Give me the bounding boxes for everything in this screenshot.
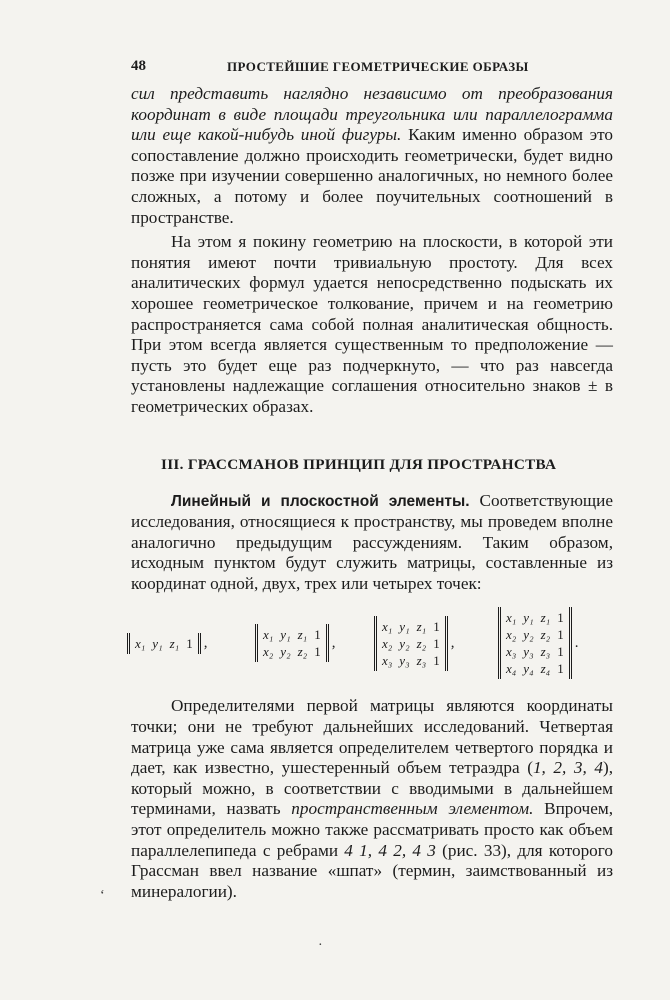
matrix-row [382,618,440,635]
matrix-cell: y₁ [280,627,291,643]
matrix-brackets [498,607,572,679]
matrix-row [506,609,564,626]
paragraph-2: На этом я покину геометрию на плоскости, в которой эти понятия имеют почти тривиальную простоту. Для всех аналитических формул удается непосредственно подыскать их хорошее геометрическое толкование, причем и на геометрию распространяется сама собой полная аналитическая общность. При этом всегда является существенным то предположение — пусть это будет еще раз подчеркнуто, — что раз навсегда установлены надлежащие соглашения относительно знаков ± в геометрических образах. [131,232,613,416]
matrix-cell: 1 [557,644,564,660]
matrix-cell: z₂ [416,635,427,651]
running-head: ПРОСТЕЙШИЕ ГЕОМЕТРИЧЕСКИЕ ОБРАЗЫ [227,59,529,74]
matrix-row [506,643,564,660]
page-number: 48 [131,58,146,74]
paragraph-1-text: Каким именно образом это сопоставление должно происходить геометрически, будет видно позже при изучении совершенно аналогичных, но немного более сложных, а потому и более поучительных соотношений в пространстве. [131,125,613,227]
matrix-cell: y₃ [399,652,410,668]
matrix-cell: 1 [186,635,193,651]
matrix-row [506,626,564,643]
matrix-cell: 1 [433,652,440,668]
matrix-cell: y₃ [523,644,534,660]
matrix-brackets [374,616,448,671]
matrix-cell: y₂ [399,635,410,651]
matrix-cell: x₃ [506,644,517,660]
paragraph-3-a: Определителями первой матрицы являются координаты точки; они не требуют дальнейших исследований. Четвертая матрица уже сама является определителем четвертого порядка и дает, как известно, ушестеренный объем тетраэдра ( [131,696,613,778]
matrix-body [377,616,445,671]
matrix-cell: x₄ [506,661,517,677]
matrix-cell: z₁ [169,635,180,651]
matrix-cell: y₄ [523,661,534,677]
matrix-row [506,660,564,677]
matrix-cell: x₁ [506,610,517,626]
book-page [131,58,613,902]
matrix-cell: 1 [557,627,564,643]
matrix-right-bar [445,616,448,671]
matrix-right-bar [326,624,329,662]
matrix-body [130,633,198,654]
matrix-cell: y₁ [523,610,534,626]
matrix-row [135,635,193,652]
matrix-row [263,643,321,660]
parallelepiped-edges: 4 1, 4 2, 4 3 [344,840,436,860]
matrix-cell: 1 [314,644,321,660]
section-intro-text: Соответствующие исследования, относящиеся к пространству, мы проведем вполне аналогично предыдущим рассуждениям. Таким образом, исходным пунктом будут служить матрицы, составленные из координат одной, двух, трех или четырех точек: [131,490,613,593]
paragraph-3-c: Впрочем, этот определитель можно также рассматривать просто как объем параллелепипеда с ребрами [131,799,613,860]
matrix-right-bar [569,607,572,679]
section-intro [131,491,613,595]
matrix-cell: 1 [433,635,440,651]
matrix-separator: , [331,634,336,651]
matrix-brackets [255,624,329,662]
ink-speck: · [318,938,323,953]
matrix-body [258,624,326,662]
matrix-cell: z₁ [540,610,551,626]
matrix-2 [255,602,335,684]
matrix-cell: x₂ [506,627,517,643]
matrix-cell: 1 [314,627,321,643]
paragraph-1-italic: сил представить наглядно независимо от преобразования координат в виде площади треугольника или параллелограмма или еще какой-нибудь иной фигуры. [131,84,613,145]
matrix-cell: y₂ [523,627,534,643]
matrix-right-bar [198,633,201,654]
matrix-cell: x₁ [135,635,146,651]
matrix-1 [127,602,207,684]
matrices-row [131,602,613,684]
matrix-cell: 1 [433,618,440,634]
section-title: III. ГРАССМАНОВ ПРИНЦИП ДЛЯ ПРОСТРАНСТВА [161,455,557,473]
matrix-cell: x₂ [263,644,274,660]
matrix-row [263,626,321,643]
matrix-cell: 1 [557,610,564,626]
matrix-cell: z₂ [540,627,551,643]
paragraph-3 [131,696,613,902]
paragraph-3-d: (рис. 33), для которого Грассман ввел название «шпат» (термин, заимствованный из минералогии). [131,840,613,901]
matrix-cell: x₁ [382,618,393,634]
term-space-element: пространственным элементом. [291,799,534,819]
matrix-cell: z₁ [297,627,308,643]
matrix-cell: y₁ [399,618,410,634]
matrix-cell: 1 [557,661,564,677]
matrix-cell: z₄ [540,661,551,677]
matrix-cell: x₃ [382,652,393,668]
matrix-4 [498,602,578,684]
margin-mark: ‘ [100,888,105,903]
matrix-cell: y₁ [152,635,163,651]
matrix-cell: z₃ [416,652,427,668]
matrix-body [501,607,569,679]
matrix-row [382,635,440,652]
matrix-cell: y₂ [280,644,291,660]
matrix-brackets [127,633,201,654]
matrix-cell: z₁ [416,618,427,634]
matrix-3 [374,602,454,684]
matrix-cell: z₂ [297,644,308,660]
matrix-separator: , [203,634,208,651]
matrix-cell: x₁ [263,627,274,643]
matrix-separator: , [450,634,455,651]
matrix-row [382,652,440,669]
page-header [131,58,613,84]
paragraph-1 [131,84,613,228]
matrix-cell: z₃ [540,644,551,660]
matrix-separator: . [574,634,579,651]
tetrahedron-vertices: 1, 2, 3, 4 [532,758,603,778]
run-in-heading: Линейный и плоскостной элементы. [171,492,470,510]
matrix-cell: x₂ [382,635,393,651]
paragraph-3-b: ), который можно, в соответствии с вводимыми в дальнейшем терминами, назвать [131,758,613,819]
